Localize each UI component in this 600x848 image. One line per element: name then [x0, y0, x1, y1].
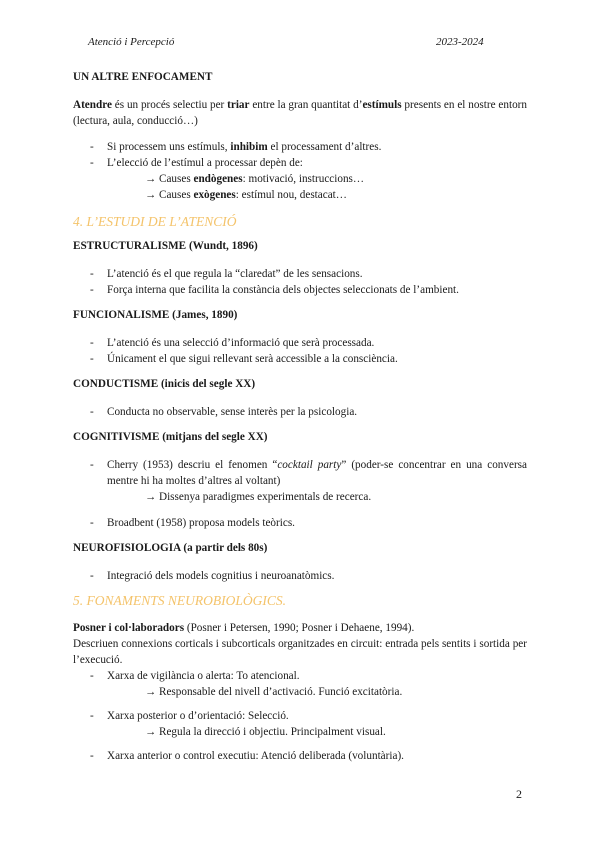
- section-heading-5: 5. FONAMENTS NEUROBIOLÒGICS.: [73, 593, 286, 608]
- list-enfocament: [73, 139, 527, 171]
- header-course-title: Atenció i Percepció: [88, 36, 175, 48]
- paragraph-posner: [73, 620, 527, 636]
- list-item: - Integració dels models cognitius i neuroanatòmics.: [90, 570, 335, 582]
- section-heading-4: 4. L’ESTUDI DE L’ATENCIÓ: [73, 214, 237, 229]
- text: Integració dels models cognitius i neuroanatòmics.: [107, 570, 335, 582]
- list-item: - Xarxa de vigilància o alerta: To atencional.: [90, 670, 300, 682]
- heading-conductisme: CONDUCTISME (inicis del segle XX): [73, 378, 256, 390]
- list-conductisme: [73, 404, 527, 420]
- list-item: - Xarxa posterior o d’orientació: Selecció.: [90, 710, 289, 722]
- paragraph-connexions: Descriuen connexions corticals i subcorticals organitzades en circuit: entrada pels sentits i sortida per l’execució.: [73, 638, 527, 666]
- list-xarxes-1: [73, 668, 527, 684]
- text: : motivació, instruccions…: [242, 173, 365, 185]
- heading-funcionalisme: FUNCIONALISME (James, 1890): [73, 309, 238, 321]
- text: Broadbent (1958) proposa models teòrics.: [107, 517, 295, 529]
- text: Força interna que facilita la constància dels objectes seleccionats de l’ambient.: [107, 284, 459, 296]
- arrow-item: → Regula la direcció i objectiu. Principalment visual.: [145, 726, 386, 738]
- term-endogenes: endògenes: [193, 173, 243, 185]
- page-content: [73, 70, 527, 764]
- heading-neurofisiologia: NEUROFISIOLOGIA (a partir dels 80s): [73, 542, 268, 554]
- text: presents en el nostre entorn (lectura, aula, conducció…): [73, 99, 527, 127]
- text: el processament d’altres.: [267, 141, 382, 153]
- text: és un procés selectiu per: [111, 99, 228, 111]
- list-item: - L’atenció és una selecció d’informació que serà processada.: [90, 337, 375, 349]
- list-item: - Força interna que facilita la constància dels objectes seleccionats de l’ambient.: [90, 284, 459, 296]
- text: Conducta no observable, sense interès per la psicologia.: [107, 406, 358, 418]
- list-item: - Cherry (1953) descriu el fenomen “cocktail party” (poder-se concentrar en una conversa mentre hi ha moltes d’altres al voltant): [90, 459, 527, 487]
- heading-estructuralisme: ESTRUCTURALISME (Wundt, 1896): [73, 240, 258, 252]
- page-number: 2: [516, 787, 522, 801]
- text: entre la gran quantitat d’: [249, 99, 363, 111]
- text: Cherry (1953) descriu el fenomen “: [107, 459, 278, 471]
- header-academic-year: 2023-2024: [436, 36, 484, 48]
- list-funcionalisme: [73, 335, 527, 367]
- text: Xarxa de vigilància o alerta: To atencional.: [107, 670, 300, 682]
- text: Xarxa posterior o d’orientació: Selecció.: [107, 710, 289, 722]
- list-item: - Únicament el que sigui rellevant serà accessible a la consciència.: [90, 353, 398, 365]
- list-estructuralisme: [73, 266, 527, 298]
- text: ” (poder-se concentrar en una conversa mentre hi ha moltes d’altres al voltant): [107, 459, 527, 487]
- text: Únicament el que sigui rellevant serà accessible a la consciència.: [107, 353, 398, 365]
- term-posner: Posner i col·laboradors: [73, 622, 185, 634]
- heading-cognitivisme: COGNITIVISME (mitjans del segle XX): [73, 431, 268, 443]
- list-cognitivisme-2: [73, 515, 527, 531]
- term-triar: triar: [227, 99, 250, 111]
- text: → Causes: [145, 173, 194, 185]
- term-inhibim: inhibim: [230, 141, 268, 153]
- text: L’atenció és el que regula la “claredat” de les sensacions.: [107, 268, 363, 280]
- text: Xarxa anterior o control executiu: Atenció deliberada (voluntària).: [107, 750, 404, 762]
- list-item: - Conducta no observable, sense interès per la psicologia.: [90, 406, 358, 418]
- arrow-item: [73, 171, 527, 187]
- list-xarxes-3: [73, 748, 527, 764]
- term-estimuls: estímuls: [362, 99, 402, 111]
- list-item: - Si processem uns estímuls, inhibim el processament d’altres.: [90, 141, 382, 153]
- text: L’elecció de l’estímul a processar depèn de:: [107, 157, 303, 169]
- text: (Posner i Petersen, 1990; Posner i Dehaene, 1994).: [184, 622, 415, 634]
- arrow-item: → Dissenya paradigmes experimentals de recerca.: [145, 491, 372, 503]
- arrow-item: [73, 187, 527, 203]
- text: L’atenció és una selecció d’informació que serà processada.: [107, 337, 375, 349]
- list-item: - L’atenció és el que regula la “claredat” de les sensacions.: [90, 268, 363, 280]
- list-item: - L’elecció de l’estímul a processar depèn de:: [90, 157, 303, 169]
- term-cocktail-party: cocktail party: [277, 459, 342, 471]
- list-item: - Broadbent (1958) proposa models teòrics.: [90, 517, 295, 529]
- paragraph-atendre: [73, 97, 527, 129]
- term-exogenes: exògenes: [193, 189, 236, 201]
- list-cognitivisme: [73, 457, 527, 489]
- list-xarxes-2: [73, 708, 527, 724]
- heading-altre-enfocament: UN ALTRE ENFOCAMENT: [73, 71, 213, 83]
- text: → Causes: [145, 189, 194, 201]
- list-item: - Xarxa anterior o control executiu: Atenció deliberada (voluntària).: [90, 750, 404, 762]
- text: Si processem uns estímuls,: [107, 141, 231, 153]
- text: : estímul nou, destacat…: [235, 189, 347, 201]
- term-atendre: Atendre: [73, 99, 112, 111]
- list-neurofisiologia: [73, 568, 527, 584]
- arrow-item: → Responsable del nivell d’activació. Funció excitatòria.: [145, 686, 403, 698]
